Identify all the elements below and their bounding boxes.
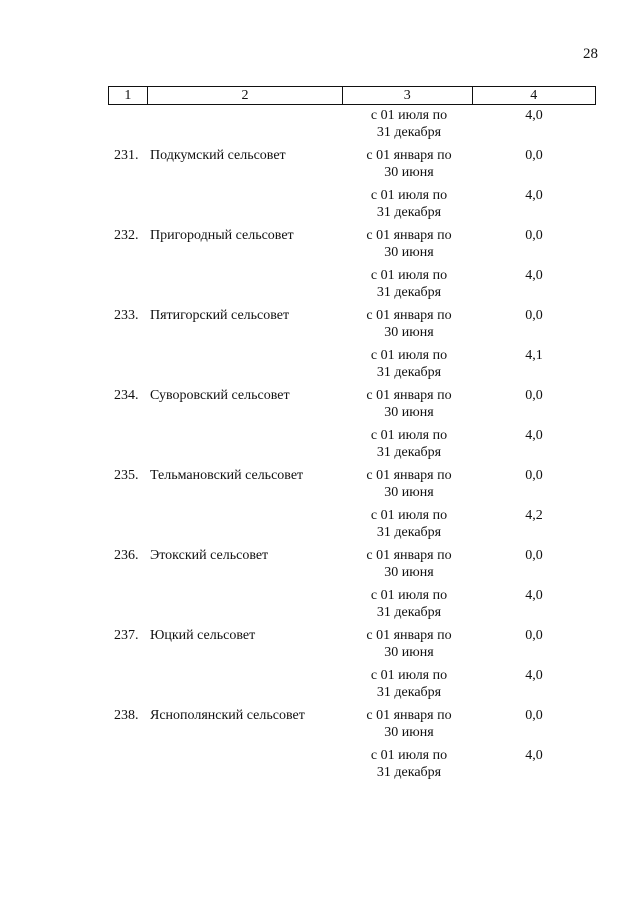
period-line: 31 декабря — [376, 605, 442, 620]
value-cell: 0,0 — [525, 148, 543, 163]
period-line: с 01 января по — [366, 388, 452, 403]
header-col-1: 1 — [124, 88, 132, 103]
table-row — [108, 347, 596, 364]
header-col-4: 4 — [472, 87, 596, 104]
table-row — [108, 284, 596, 301]
entry-name: Тельмановский сельсовет — [150, 468, 304, 483]
table-row — [108, 684, 596, 701]
table-row — [108, 587, 596, 604]
entry-number: 236. — [114, 548, 139, 563]
table-row — [108, 124, 596, 141]
page-number: 28 — [583, 46, 598, 62]
period-line: 31 декабря — [376, 525, 442, 540]
entry-name: Подкумский сельсовет — [150, 148, 286, 163]
period-line: с 01 января по — [366, 228, 452, 243]
table-row — [108, 267, 596, 284]
header-col-3: 3 — [342, 87, 471, 104]
table-row — [108, 627, 596, 644]
table-row — [108, 324, 596, 341]
period-line: с 01 января по — [366, 308, 452, 323]
entry-name: Яснополянский сельсовет — [150, 708, 305, 723]
period-line: с 01 января по — [366, 548, 452, 563]
table-row — [108, 564, 596, 581]
period-line: с 01 июля по — [370, 428, 448, 443]
value-cell: 0,0 — [525, 228, 543, 243]
table-row — [108, 764, 596, 781]
entry-number: 235. — [114, 468, 139, 483]
table-row — [108, 364, 596, 381]
entry-name: Суворовский сельсовет — [150, 388, 290, 403]
header-col-2: 2 — [147, 87, 342, 104]
table-row — [108, 444, 596, 461]
table-row — [108, 227, 596, 244]
table-body — [108, 107, 596, 781]
period-line: 30 июня — [384, 325, 434, 340]
value-cell: 4,0 — [525, 668, 543, 683]
table-row — [108, 484, 596, 501]
period-line: 30 июня — [384, 245, 434, 260]
period-line: с 01 июля по — [370, 588, 448, 603]
entry-number: 232. — [114, 228, 139, 243]
value-cell: 0,0 — [525, 308, 543, 323]
value-cell: 4,0 — [525, 748, 543, 763]
table-row — [108, 387, 596, 404]
value-cell: 4,0 — [525, 428, 543, 443]
period-line: 31 декабря — [376, 365, 442, 380]
period-line: с 01 января по — [366, 708, 452, 723]
table-row — [108, 204, 596, 221]
period-line: с 01 января по — [366, 468, 452, 483]
table-row — [108, 667, 596, 684]
data-table — [108, 86, 596, 781]
value-cell: 0,0 — [525, 708, 543, 723]
period-line: с 01 июля по — [370, 668, 448, 683]
period-line: 31 декабря — [376, 685, 442, 700]
table-row — [108, 604, 596, 621]
period-line: 30 июня — [384, 645, 434, 660]
entry-name: Этокский сельсовет — [150, 548, 269, 563]
value-cell: 0,0 — [525, 548, 543, 563]
value-cell: 4,0 — [525, 108, 543, 123]
table-row — [108, 187, 596, 204]
table-row — [108, 644, 596, 661]
table-row — [108, 427, 596, 444]
value-cell: 4,0 — [525, 588, 543, 603]
period-line: 31 декабря — [376, 205, 442, 220]
entry-number: 233. — [114, 308, 139, 323]
value-cell: 0,0 — [525, 628, 543, 643]
period-line: с 01 июля по — [370, 508, 448, 523]
period-line: с 01 июля по — [370, 748, 448, 763]
entry-number: 238. — [114, 708, 139, 723]
table-row — [108, 404, 596, 421]
entry-name: Юцкий сельсовет — [150, 628, 256, 643]
value-cell: 0,0 — [525, 388, 543, 403]
entry-name: Пятигорский сельсовет — [150, 308, 290, 323]
period-line: с 01 июля по — [370, 108, 448, 123]
table-header — [108, 86, 596, 105]
period-line: 30 июня — [384, 485, 434, 500]
period-line: 30 июня — [384, 725, 434, 740]
table-row — [108, 467, 596, 484]
table-row — [108, 707, 596, 724]
period-line: 31 декабря — [376, 285, 442, 300]
entry-number: 237. — [114, 628, 139, 643]
period-line: с 01 июля по — [370, 348, 448, 363]
period-line: с 01 июля по — [370, 188, 448, 203]
period-line: с 01 января по — [366, 628, 452, 643]
table-row — [108, 507, 596, 524]
period-line: с 01 января по — [366, 148, 452, 163]
table-row — [108, 107, 596, 124]
entry-number: 234. — [114, 388, 139, 403]
table-row — [108, 747, 596, 764]
value-cell: 4,2 — [525, 508, 543, 523]
period-line: 31 декабря — [376, 445, 442, 460]
table-row — [108, 307, 596, 324]
value-cell: 0,0 — [525, 468, 543, 483]
value-cell: 4,1 — [525, 348, 543, 363]
table-row — [108, 724, 596, 741]
period-line: 31 декабря — [376, 765, 442, 780]
value-cell: 4,0 — [525, 188, 543, 203]
table-row — [108, 524, 596, 541]
entry-name: Пригородный сельсовет — [150, 228, 294, 243]
value-cell: 4,0 — [525, 268, 543, 283]
period-line: с 01 июля по — [370, 268, 448, 283]
entry-number: 231. — [114, 148, 139, 163]
table-row — [108, 244, 596, 261]
period-line: 30 июня — [384, 405, 434, 420]
period-line: 30 июня — [384, 565, 434, 580]
table-row — [108, 164, 596, 181]
table-row — [108, 147, 596, 164]
period-line: 30 июня — [384, 165, 434, 180]
period-line: 31 декабря — [376, 125, 442, 140]
table-row — [108, 547, 596, 564]
